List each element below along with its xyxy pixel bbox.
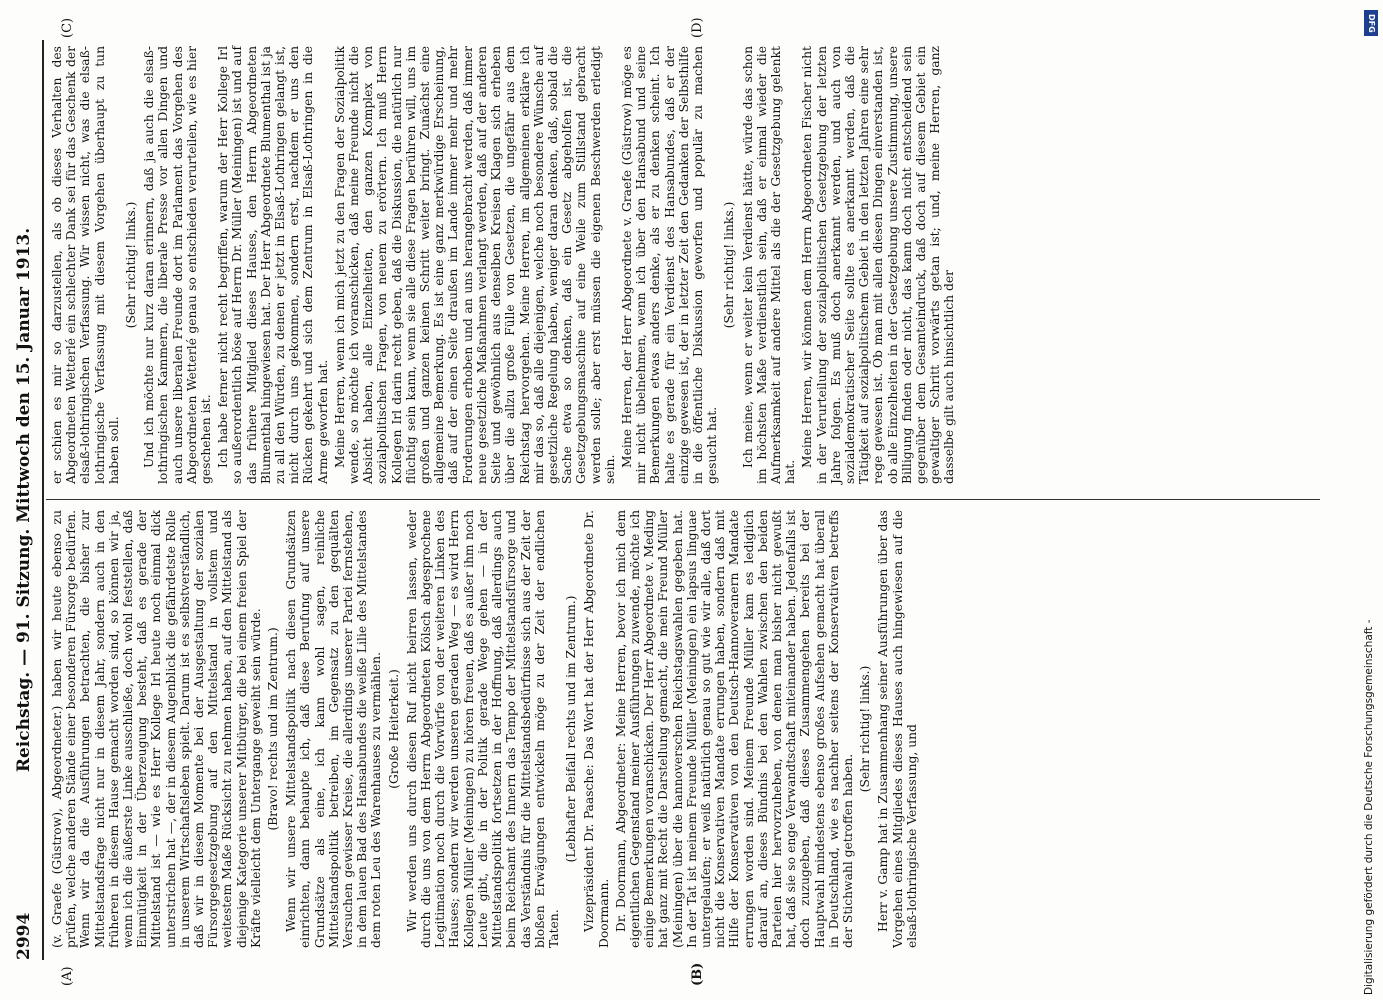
page-header: [14, 40, 42, 960]
paragraph: er schien es mir so darzustellen, als ob dieses Verhalten des Abgeordneten Wetterlé ein schlechter Dank sei für das Geschenk der elsaß-lothringischen Verfassung. Wir wissen nicht, was die elsaß-lothringische Verfassung mit diesem Vorgehen überhaupt zu tun haben soll.: [50, 46, 121, 484]
left-column: [50, 510, 922, 948]
interjection: (Sehr richtig! links.): [124, 201, 139, 329]
paragraph: Wenn wir unsere Mittelstandspolitik nach diesen Grundsätzen einrichten, dann behaupte ich, daß diese Berufung auf unsere Grundsätze als eine, ich kann wohl sagen, reinliche Mittelstandspolitik betreiben, im Gegensatz zu den gequälten Versuchen gewisser Kreise, die allerdings unserer Partei fernstehen, in dem lauen Bad des Hansabundes die weiße Lilie des Mittelstandes dem roten Leu des Warenhauses zu vermählen.: [284, 510, 384, 948]
margin-marker-a: (A): [60, 966, 75, 986]
digitization-credit: Digitalisierung gefördert durch die Deutsche Forschungsgemeinschaft -: [1363, 619, 1375, 995]
paragraph: Meine Herren, wenn ich mich jetzt zu den Fragen der Sozialpolitik wende, so möchte ich voranschicken, daß meine Freunde nicht die Absicht haben, alle Einzelheiten, den ganzen Komplex von sozialpolitischen Fragen, von neuem zu erörtern. Ich muß Herrn Kollegen Irl darin recht geben, daß die Diskussion, die natürlich nur flüchtig sein kann, wenn sie alle diese Fragen berühren will, uns im großen und ganzen keinen Schritt weiter bringt. Zunächst eine allgemeine Bemerkung. Es ist eine ganz merkwürdige Erscheinung, daß auf der einen Seite draußen im Lande immer mehr und mehr Forderungen erhoben und an uns herangebracht werden, daß immer neue gesetzliche Maßnahmen verlangt werden, daß auf der anderen Seite und gewöhnlich aus denselben Kreisen Klagen sich erheben über die allzu große Fülle von Gesetzen, die ungefähr aus dem Reichstag hervorgehen. Meine Herren, im allgemeinen erkläre ich mir das so, daß alle diejenigen, welche noch besondere Wünsche auf gesetzliche Regelung haben, weniger daran denken, daß, sobald die Sache etwa so denken, daß ein Gesetz abgeholfen ist, die Gesetzgebungsmaschine auf eine Weile zum Stillstand gebracht werden solle; aber erst müssen die eigenen Beschwerden erledigt sein.: [332, 46, 617, 484]
interjection: (Bravo! rechts und im Zentrum.): [266, 627, 281, 831]
paragraph: Ich meine, wenn er weiter kein Verdienst hätte, würde das schon im höchsten Maße verdienstlich sein, daß er einmal wieder die Aufmerksamkeit auf andere Mittel als die der Gesetzgebung gelenkt hat.: [740, 46, 798, 484]
margin-marker-c: (C): [60, 17, 75, 38]
right-column: [50, 46, 960, 484]
interjection: (Sehr richtig! links.): [858, 665, 873, 793]
paragraph: Meine Herren, der Herr Abgeordnete v. Graefe (Güstrow) möge es mir nicht übelnehmen, wenn ich über den Hansabund und seine Bemerkungen etwas anders denke, als er zu denken scheint. Ich halte es gerade für ein Verdienst des Hansabundes, daß er der einzige gewesen ist, der in letzter Zeit den Gedanken der Selbsthilfe in die öffentliche Diskussion geworfen und populär zu machen gesucht hat.: [619, 46, 720, 484]
session-title: Reichstag. — 91. Sitzung. Mittwoch den 15. Januar 1913.: [14, 227, 34, 773]
header-rule: [42, 40, 44, 960]
column-divider: [46, 499, 1320, 500]
interjection: (Lebhafter Beifall rechts und im Zentrum.): [564, 595, 579, 863]
paragraph: Wir werden uns durch diesen Ruf nicht beirren lassen, weder durch die uns von dem Herrn Abgeordneten Kölsch abgesprochene Legitimation noch durch die Vorwürfe von der weiteren Linken des Hauses; sondern wir werden unseren geraden Weg — es wird Herrn Kollegen Müller (Meiningen) zu hören freuen, daß es außer ihm noch Leute gibt, die in der Politik gerade Wege gehen — in der Mittelstandspolitik fortsetzen in der Hoffnung, daß allerdings auch beim Reichsamt des Innern das Tempo der Mittelstandsfürsorge und das Verständnis für die Mittelstandsbedürfnisse sich aus der Zeit der bloßen Erwägungen entwickeln möge zu der Zeit der endlichen Taten.: [404, 510, 561, 948]
margin-marker-d: (D): [690, 17, 705, 38]
margin-marker-b: (B): [690, 962, 705, 986]
interjection: (Große Heiterkeit.): [386, 669, 401, 789]
paragraph: Vizepräsident Dr. Paasche: Das Wort hat der Herr Abgeordnete Dr. Doormann.: [582, 510, 611, 948]
dfg-logo: DFG: [1364, 10, 1378, 36]
paragraph: Dr. Doormann, Abgeordneter: Meine Herren, bevor ich mich dem eigentlichen Gegenstand meiner Ausführungen zuwende, möchte ich einige Bemerkungen voranschicken. Der Herr Abgeordnete v. Meding hat ganz mit Recht die Darstellung gemacht, die mein Freund Müller (Meiningen) über die hannoverschen Reichstagswahlen gegeben hat. In der Tat ist meinem Freunde Müller (Meiningen) ein lapsus linguae untergelaufen; er weiß natürlich genau so gut wie wir alle, daß dort nicht die Konservativen Mandate errungen haben, sondern daß mit Hilfe der Konservativen von den Deutsch-Hannoveranern Mandate errungen worden sind. Meinem Freunde Müller kam es lediglich darauf an, dieses Bündnis bei den Wahlen zwischen den beiden Parteien hier hervorzuheben, von denen man bisher nicht gewußt hat, daß sie so enge Verwandtschaft miteinander haben. Jedenfalls ist doch zuzugeben, daß dieses Zusammengehen bereits bei der Hauptwahl mindestens ebenso großes Aufsehen gemacht hat überall in Deutschland, wie es nachher seitens der Konservativen betreffs der Stichwahl getroffen haben.: [613, 510, 855, 948]
paragraph: Herr v. Gamp hat in Zusammenhang seiner Ausführungen über das Vorgehen eines Mitgliedes dieses Hauses auch hingewiesen auf die elsaß-lothringische Verfassung, und: [876, 510, 919, 948]
interjection: (Sehr richtig! links.): [722, 201, 737, 329]
paragraph: Ich habe ferner nicht recht begriffen, warum der Herr Kollege Irl so außerordentlich böse auf Herrn Dr. Müller (Meiningen) ist und auf das frühere Mitglied dieses Hauses, den Herrn Abgeordneten Blumenthal hingewiesen hat. Der Herr Abgeordnete Blumenthal ist ja zu all den Würden, zu denen er jetzt in Elsaß-Lothringen gelangt ist, nicht durch uns gekommen, sondern erst, nachdem er uns den Rücken gekehrt und sich dem Zentrum in Elsaß-Lothringen in die Arme geworfen hat.: [216, 46, 330, 484]
paragraph: Und ich möchte nur kurz daran erinnern, daß ja auch die elsaß-lothringischen Kammern, die liberale Presse vor allen Dingen und auch unsere liberalen Freunde dort im Parlament das Vorgehen des Abgeordneten Wetterlé genau so entschieden verurteilen, wie es hier geschehen ist.: [142, 46, 214, 484]
paragraph: Meine Herren, wir können dem Herrn Abgeordneten Fischer nicht in der Verurteilung der sozialpolitischen Gesetzgebung der letzten Jahre folgen. Es muß doch anerkannt werden, und auch von sozialdemokratischer Seite sollte es anerkannt werden, daß die Tätigkeit auf sozialpolitischem Gebiet in den letzten Jahren eine sehr rege gewesen ist. Ob man mit allen diesen Dingen einverstanden ist, ob alle Einzelheiten in der Gesetzgebung unsere Zustimmung, unsere Billigung finden oder nicht, das kann doch nicht entscheidend sein gegenüber dem Gesamteindruck, daß doch auf diesem Gebiet ein gewaltiger Schritt vorwärts getan ist; und, meine Herren, ganz dasselbe gilt auch hinsichtlich der: [800, 46, 957, 484]
paragraph: (v. Graefe (Güstrow), Abgeordneter.) haben wir heute ebenso zu prüfen, welche anderen Stände einer besonderen Fürsorge bedürfen. Wenn wir da die Ausführungen betrachten, die bisher zur Mittelstandsfrage nicht nur in diesem Jahr, sondern auch in den früheren in diesem Hause gemacht worden sind, so können wir ja, wenn ich die äußerste Linke ausschließe, doch wohl feststellen, daß Einmütigkeit in der Überzeugung besteht, daß es gerade der Mittelstand ist — wie es Herr Kollege Irl heute noch einmal dick unterstrichen hat —, der in diesem Augenblick die gefährdetste Rolle in unserem Wirtschaftsleben spielt. Darum ist es selbstverständlich, daß wir in diesem Momente bei der Ausgestaltung der sozialen Fürsorgegesetzgebung auf den Mittelstand in vollstem und weitestem Maße Rücksicht zu nehmen haben, auf den Mittelstand als diejenige Kategorie unserer Mitbürger, die bei einem freien Spiel der Kräfte vielleicht dem Untergange geweiht sein würde.: [50, 510, 263, 948]
page-number: 2994: [14, 912, 34, 960]
